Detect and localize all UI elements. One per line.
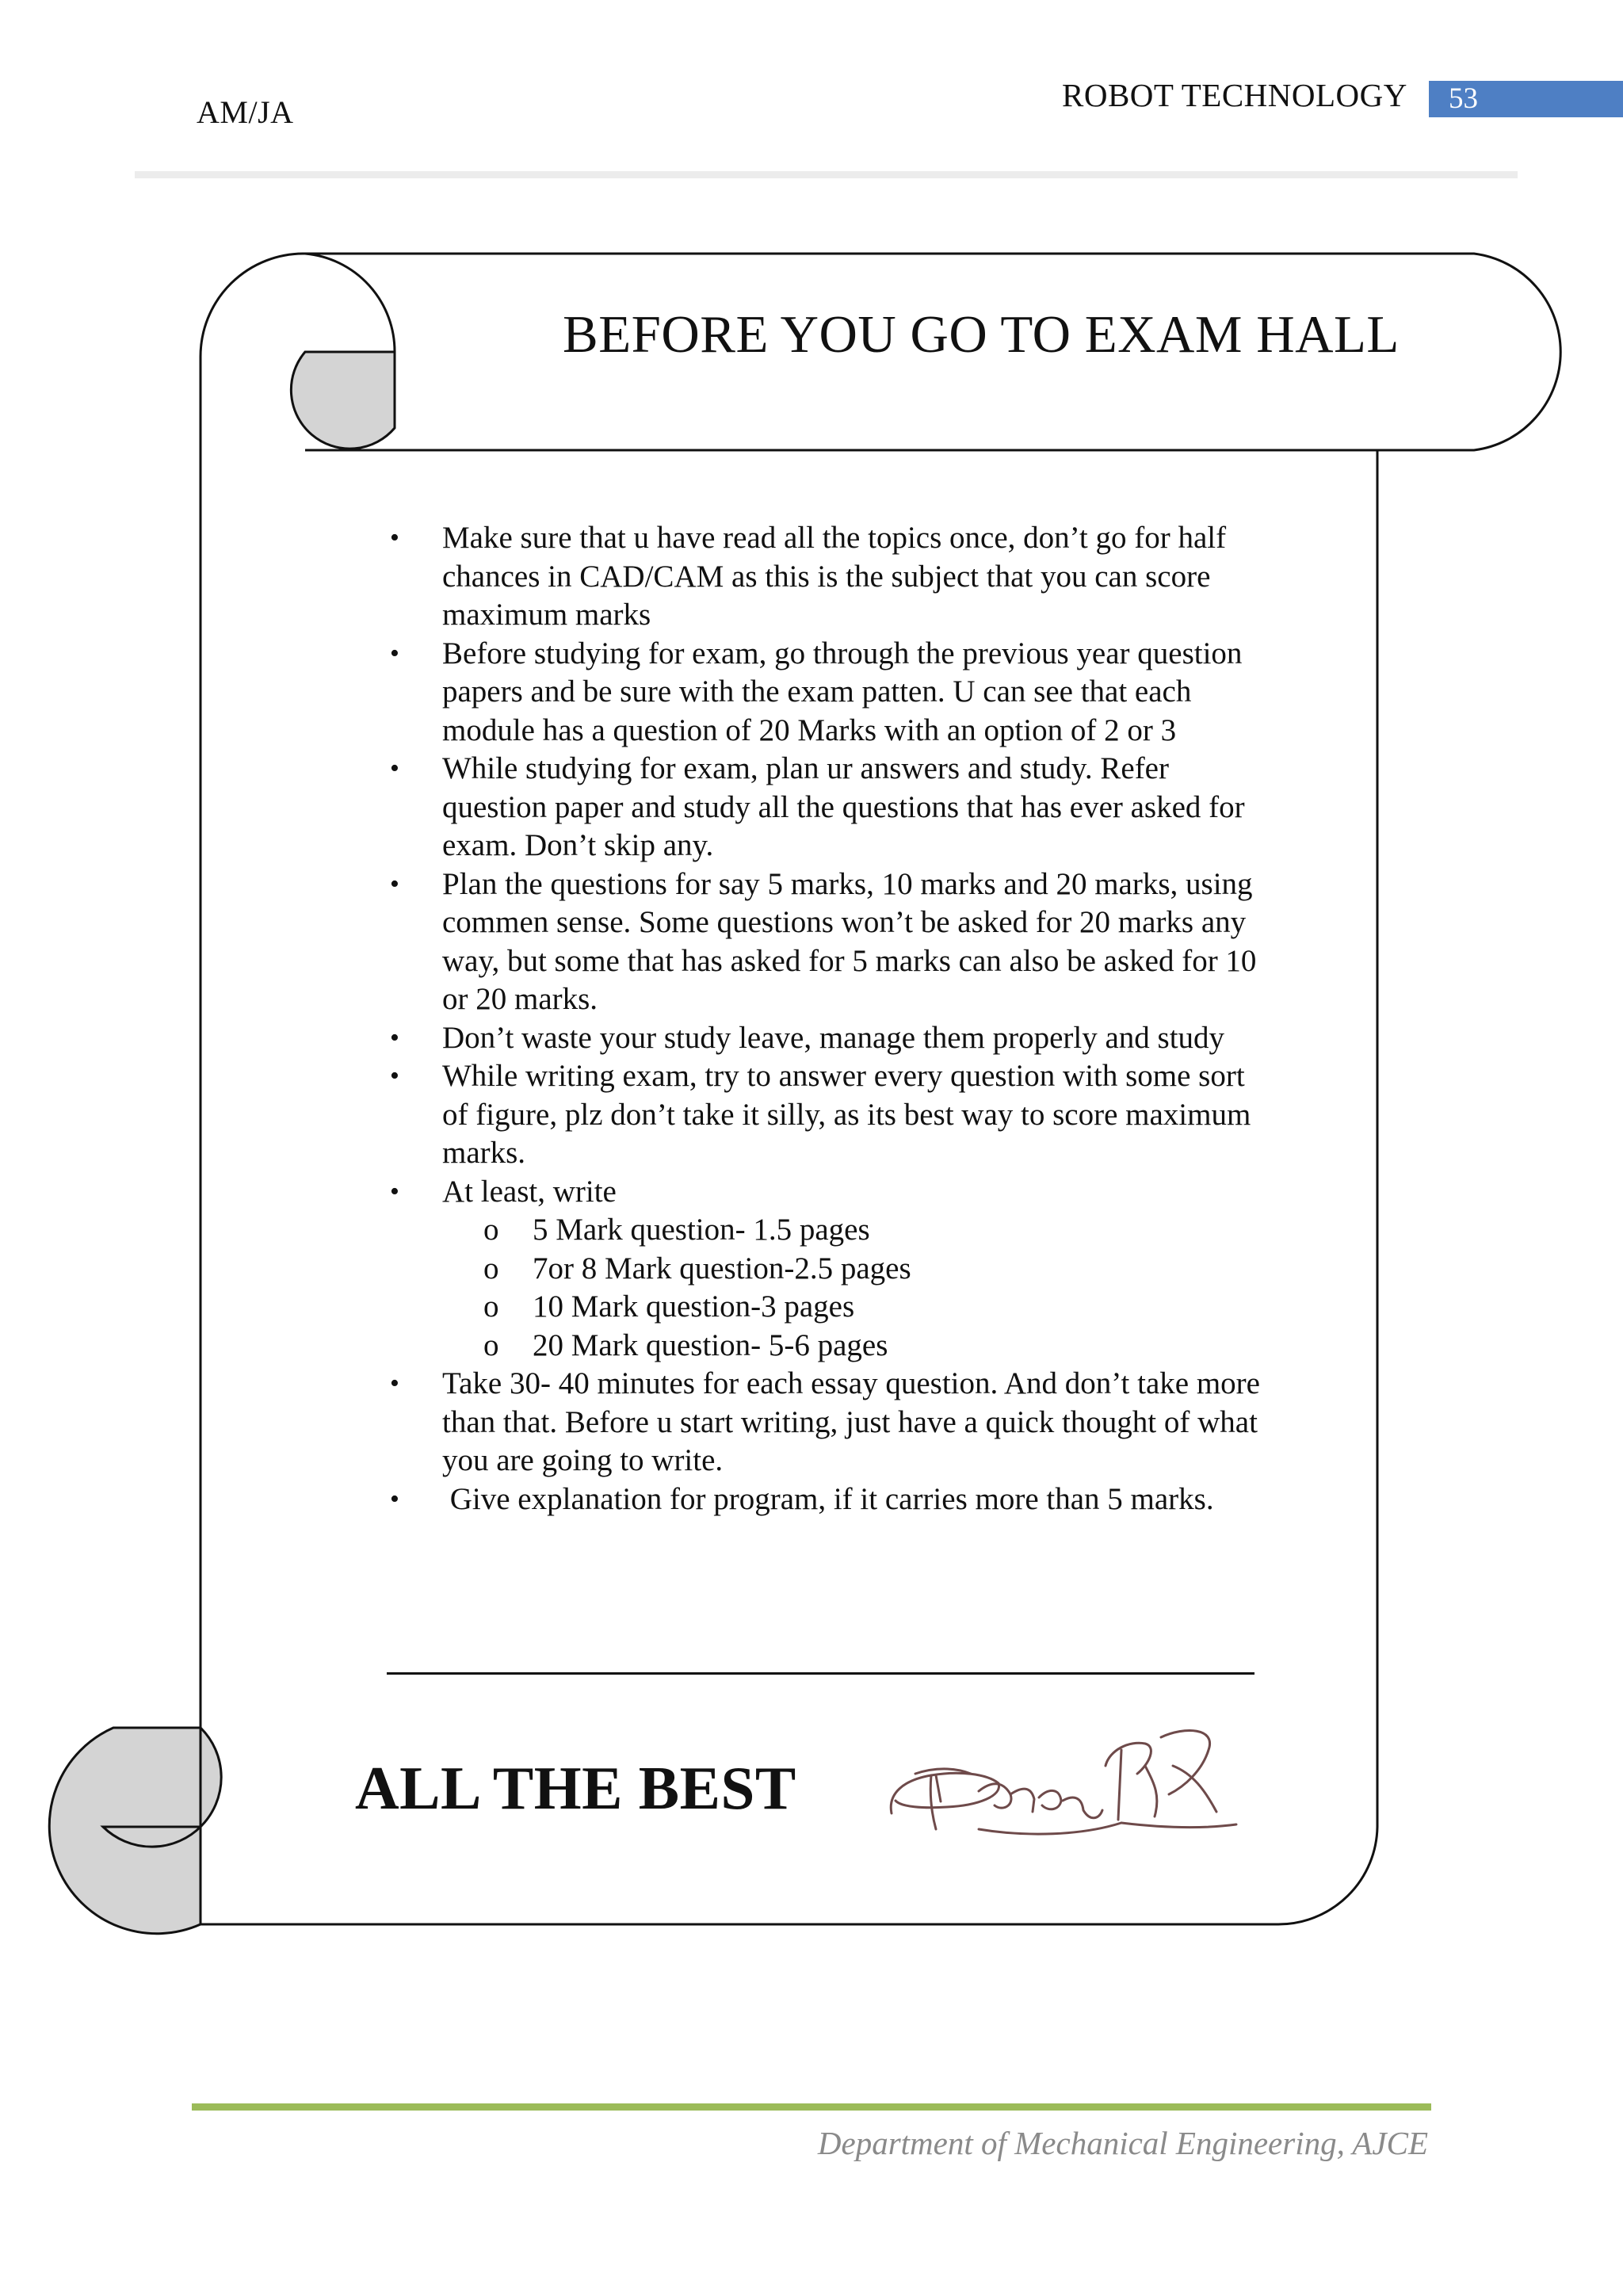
header-author: AM/JA xyxy=(197,94,294,130)
scroll-title: BEFORE YOU GO TO EXAM HALL xyxy=(563,305,1400,364)
scroll-top-curl xyxy=(291,352,395,449)
scroll-left-edge xyxy=(200,254,305,1728)
header-title: ROBOT TECHNOLOGY xyxy=(1062,77,1407,113)
list-item: • While writing exam, try to answer every question with some sort of figure, plz don’t take it silly, as its best way to score maximum marks. xyxy=(390,1059,1251,1170)
bullet: • xyxy=(390,1061,399,1091)
sub-bullet: o xyxy=(483,1213,499,1247)
list-item: • At least, write o 5 Mark question- 1.5 pages o 7or 8 Mark question-2.5 pages o 10 Mark question-3 pages o 20 Mark question- 5-6 pages xyxy=(387,1173,1274,1366)
page-length-sublist xyxy=(442,1211,1274,1365)
bullet: • xyxy=(390,869,399,899)
list-item: • While studying for exam, plan ur answers and study. Refer question paper and study all the questions that has ever asked for exam. Don’t skip any. xyxy=(390,751,1245,862)
bullet: • xyxy=(390,1484,399,1514)
page-number: 53 xyxy=(1449,82,1478,115)
sub-bullet: o xyxy=(483,1289,499,1324)
list-item: • Make sure that u have read all the topics once, don’t go for half chances in CAD/CAM as this is the subject that you can score maximum marks xyxy=(390,521,1227,632)
sublist-item: o 10 Mark question-3 pages xyxy=(483,1288,1274,1327)
bullet: • xyxy=(390,1022,399,1052)
scroll-bottom-curl xyxy=(49,1728,221,1934)
list-item: • Before studying for exam, go through the previous year question papers and be sure with the exam patten. U can see that each module has a question of 20 Marks with an option of 2 or 3 xyxy=(390,636,1243,747)
list-item: • Give explanation for program, if it carries more than 5 marks. xyxy=(387,1480,1274,1519)
list-item: • Plan the questions for say 5 marks, 10 marks and 20 marks, using commen sense. Some questions won’t be asked for 20 marks any way, but some that has asked for 5 marks can also be asked for 10 or 20 marks. xyxy=(390,866,1257,1016)
sub-bullet: o xyxy=(483,1251,499,1286)
sublist-item: o 5 Mark question- 1.5 pages xyxy=(483,1211,1274,1250)
closing-text: ALL THE BEST xyxy=(355,1754,796,1822)
bullet: • xyxy=(390,754,399,783)
bullet: • xyxy=(390,523,399,552)
sublist-item: o 7or 8 Mark question-2.5 pages xyxy=(483,1250,1274,1289)
bullet: • xyxy=(390,1369,399,1398)
bullet: • xyxy=(390,638,399,668)
sublist-item: o 20 Mark question- 5-6 pages xyxy=(483,1327,1274,1366)
bullet: • xyxy=(390,1176,399,1206)
sub-bullet: o xyxy=(483,1328,499,1362)
footer-divider xyxy=(192,2103,1431,2111)
list-item: • Take 30- 40 minutes for each essay question. And don’t take more than that. Before u start writing, just have a quick thought of what you are going to write. xyxy=(390,1366,1260,1477)
tips-list xyxy=(387,519,1274,1519)
list-item: • Don’t waste your study leave, manage them properly and study xyxy=(387,1019,1274,1058)
signature-image xyxy=(884,1718,1248,1857)
signature-line xyxy=(387,1672,1254,1675)
footer-department: Department of Mechanical Engineering, AJCE xyxy=(817,2125,1428,2161)
